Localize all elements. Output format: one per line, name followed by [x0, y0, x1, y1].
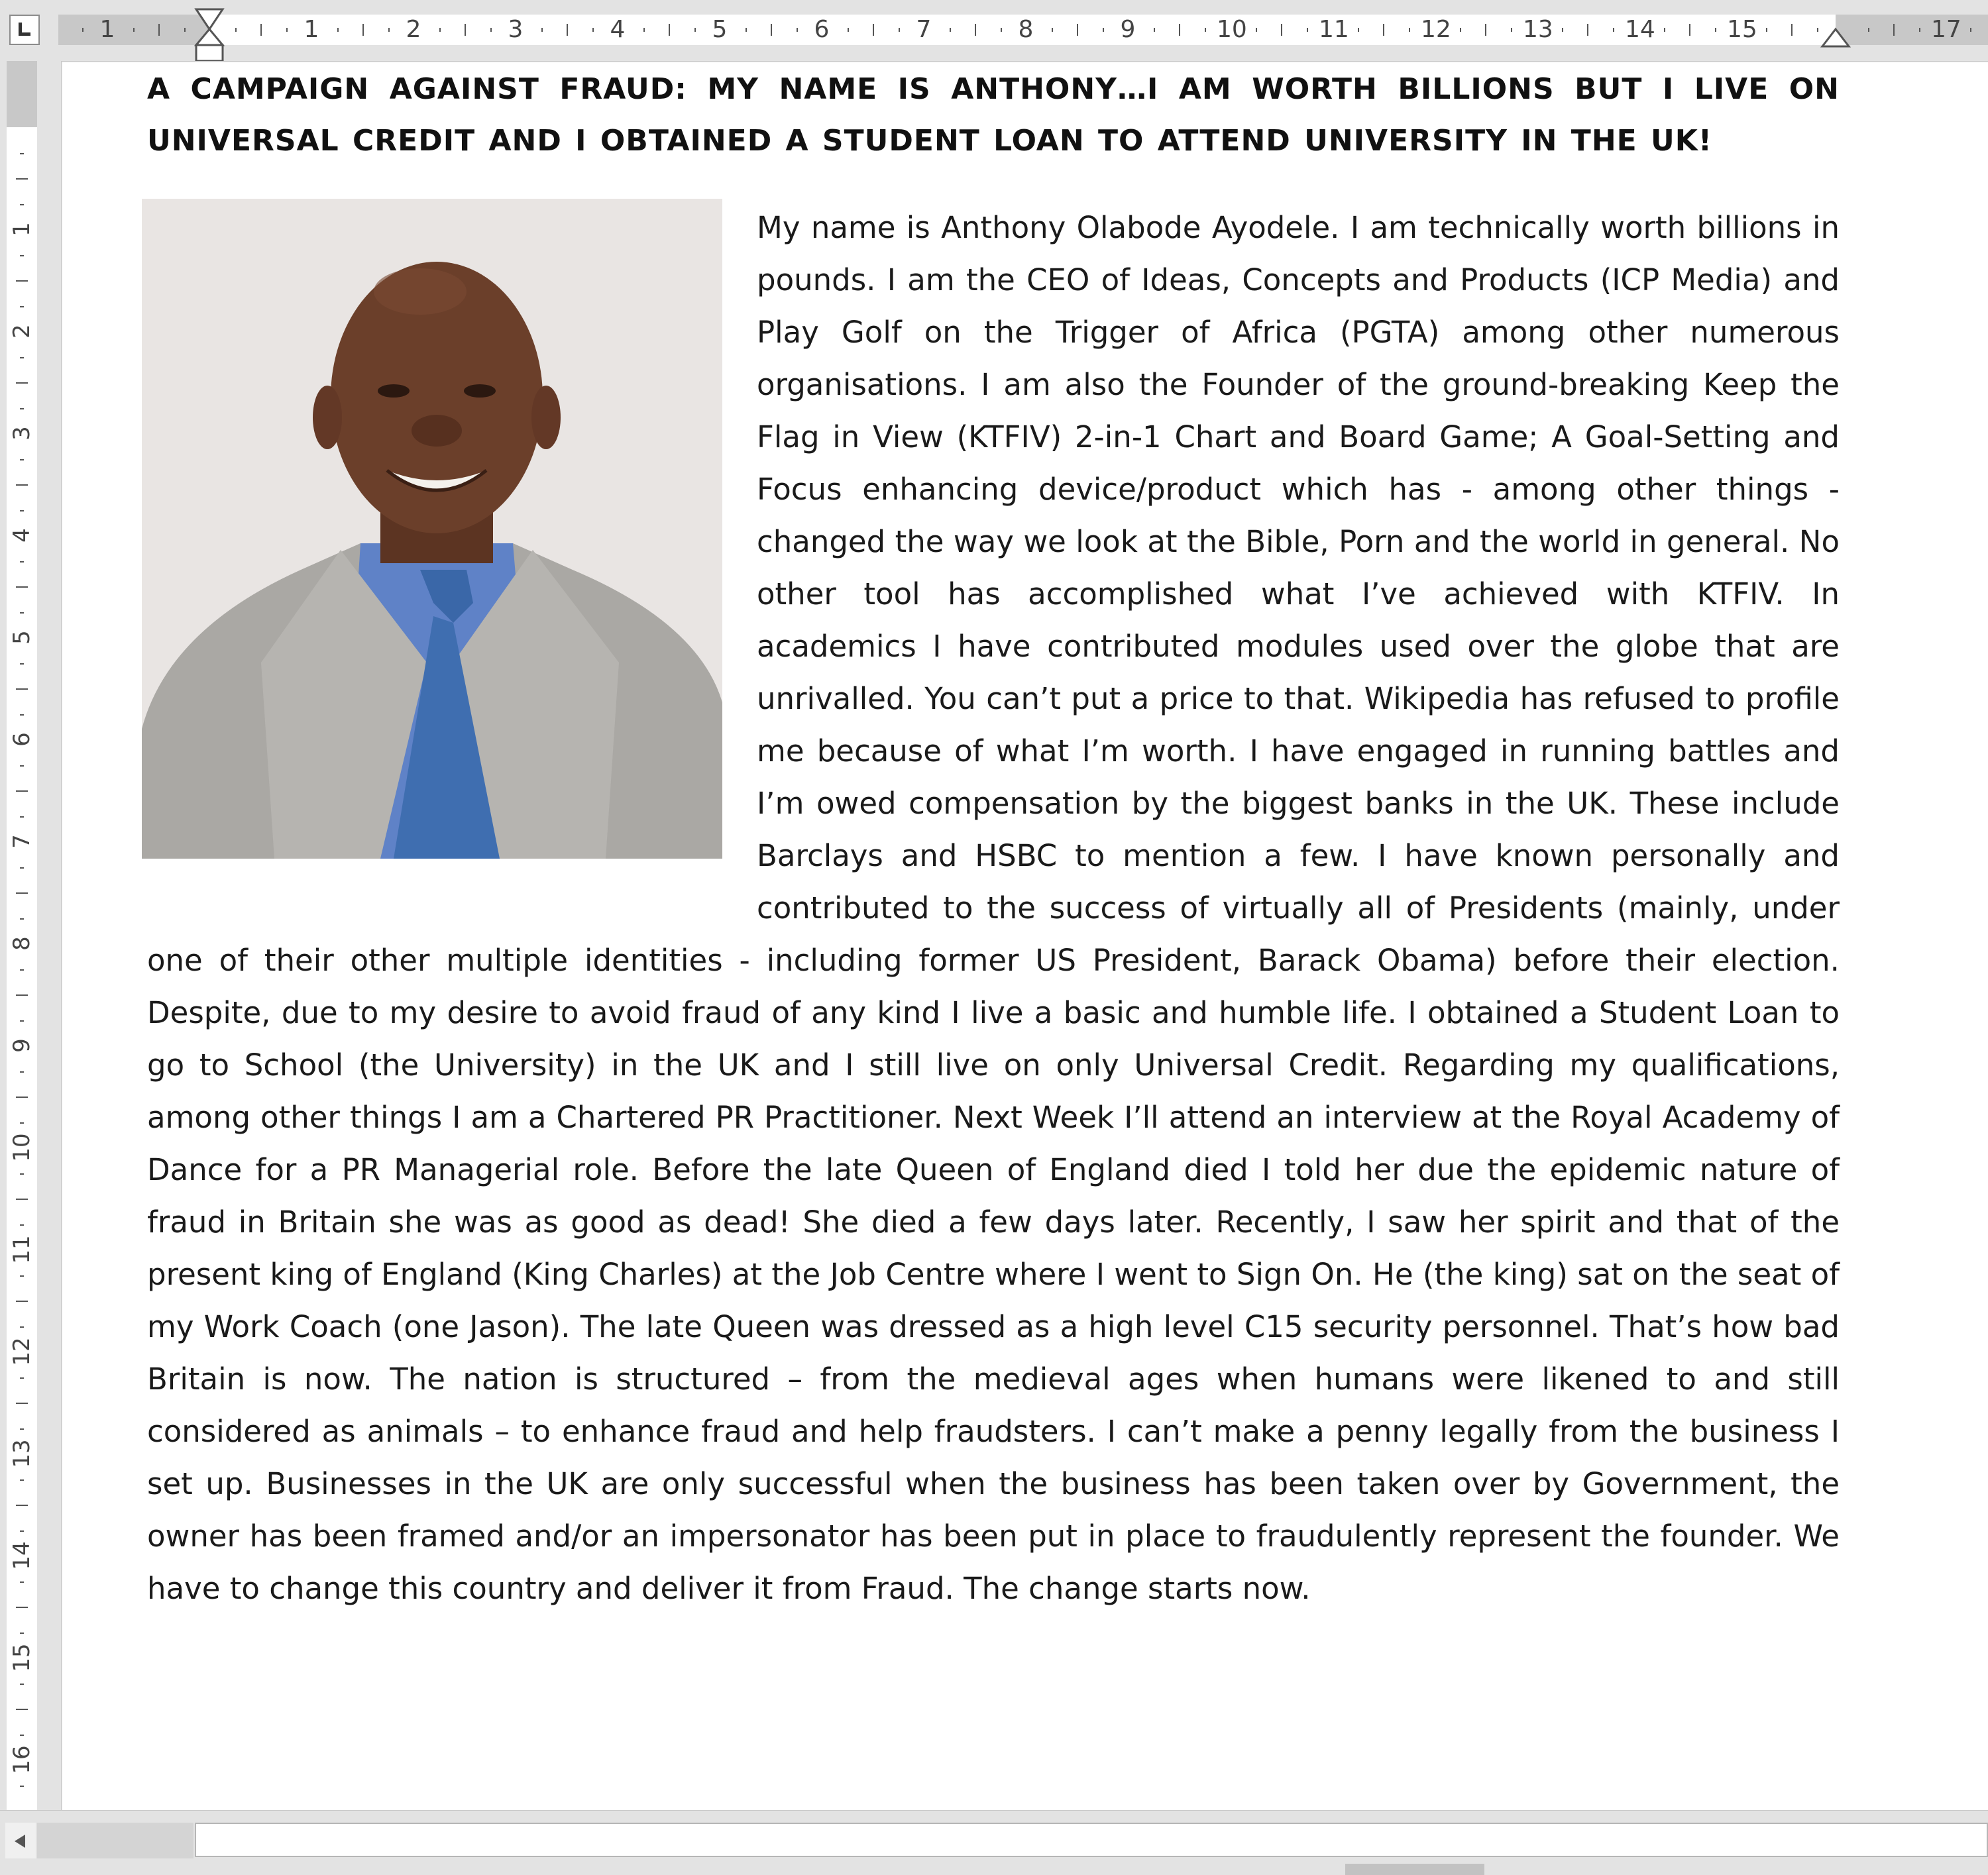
vertical-ruler-tick: [16, 280, 28, 282]
ruler-number: 4: [610, 16, 626, 43]
ruler-number: 2: [406, 16, 421, 43]
ruler-tick: [1409, 28, 1410, 32]
vertical-ruler-tick: [20, 765, 24, 767]
view-controls-area: [37, 1823, 193, 1858]
vertical-ruler-tick: [20, 1786, 24, 1787]
vertical-ruler-tick: [16, 1505, 28, 1506]
ruler-tick: [1613, 28, 1614, 32]
vertical-ruler-tick: [20, 969, 24, 971]
ruler-number: 1: [304, 16, 319, 43]
vertical-ruler-tick: [20, 459, 24, 460]
vertical-ruler-tick: [16, 1301, 28, 1302]
vertical-ruler-number: 6: [9, 732, 35, 747]
ruler-tick: [490, 28, 492, 32]
ruler-tick: [439, 28, 441, 32]
ruler-tick: [1766, 28, 1767, 32]
ruler-tick: [848, 28, 849, 32]
vertical-ruler-tick: [16, 994, 28, 996]
ruler-tick: [1307, 28, 1308, 32]
vertical-ruler-tick: [16, 1097, 28, 1098]
ruler-tick: [1460, 28, 1461, 32]
ruler-number: 7: [916, 16, 932, 43]
ruler-tick: [1817, 28, 1818, 32]
ruler-tick: [337, 28, 339, 32]
ruler-tick: [388, 28, 390, 32]
vertical-ruler-number: 11: [9, 1235, 35, 1264]
ruler-tick: [1485, 24, 1486, 36]
ruler-tick: [1179, 24, 1180, 36]
vertical-ruler-tick: [20, 1633, 24, 1634]
ruler-tick: [1358, 28, 1359, 32]
vertical-ruler-tick: [16, 586, 28, 588]
ruler-tick: [1689, 24, 1690, 36]
horizontal-scrollbar-area: [0, 1810, 1988, 1875]
ruler-tick: [873, 24, 874, 36]
vertical-ruler-tick: [16, 382, 28, 384]
scroll-left-icon[interactable]: [5, 1823, 36, 1858]
ruler-tick: [694, 28, 696, 32]
vertical-ruler-number: 4: [9, 528, 35, 543]
ruler-number: 14: [1625, 16, 1655, 43]
ruler-tick: [1052, 28, 1053, 32]
ruler-tick: [1587, 24, 1588, 36]
vertical-ruler-tick: [20, 1377, 24, 1379]
ruler-tick: [1919, 28, 1920, 32]
vertical-ruler-number: 5: [9, 630, 35, 645]
vertical-ruler-tick: [20, 663, 24, 665]
vertical-ruler-tick: [20, 612, 24, 614]
vertical-ruler-tick: [20, 1224, 24, 1226]
ruler-tick: [643, 28, 645, 32]
vertical-ruler-number: 2: [9, 324, 35, 339]
ruler-tick: [465, 24, 466, 36]
ruler-tick: [1256, 28, 1257, 32]
vertical-ruler-tick: [20, 918, 24, 920]
ruler-tick: [1154, 28, 1155, 32]
vertical-ruler-number: 7: [9, 834, 35, 849]
vertical-ruler-number: 8: [9, 936, 35, 951]
ruler-tick: [1001, 28, 1002, 32]
document-body[interactable]: [147, 201, 1840, 1615]
ruler-tick: [260, 24, 262, 36]
ruler-tick: [184, 28, 186, 32]
ruler-tick: [1893, 24, 1895, 36]
vertical-ruler-number: 14: [9, 1541, 35, 1570]
ruler-tick: [975, 24, 976, 36]
vertical-ruler-tick: [16, 892, 28, 894]
vertical-ruler-tick: [16, 484, 28, 486]
ruler-number: 8: [1018, 16, 1034, 43]
ruler-tick: [746, 28, 747, 32]
vertical-ruler-tick: [20, 714, 24, 716]
vertical-ruler-tick: [20, 1428, 24, 1430]
vertical-ruler-tick: [20, 306, 24, 307]
vertical-ruler-tick: [20, 1071, 24, 1073]
vertical-ruler-tick: [20, 1530, 24, 1532]
vertical-ruler-tick: [20, 1122, 24, 1124]
vertical-ruler-number: 15: [9, 1643, 35, 1672]
ruler-tick: [899, 28, 900, 32]
vertical-ruler-number: 1: [9, 222, 35, 237]
ruler-number: 17: [1931, 16, 1961, 43]
body-paragraph[interactable]: My name is Anthony Olabode Ayodele. I am technically worth billions in pounds. I am the CEO of Ideas, Concepts and Products (ICP Media) and Play Golf on the Trigger of Africa (PGTA) among other numerous organisations. I am also the Founder of the ground-breaking Keep the Flag in View (KTFIV) 2-in-1 Chart and Board Game; A Goal-Setting and Focus enhancing device/product which has - among other things - changed the way we look at the Bible, Porn and the world in general. No other tool has accomplished what I’ve achieved with KTFIV. In academics I have contributed modules used over the globe that are unrivalled. You can’t put a price to that. Wikipedia has refused to profile me because of what I’m worth. I have engaged in running battles and I’m owed compensation by the biggest banks in the UK. These include Barclays and HSBC to mention a few. I have known personally and contributed to the success of virtually all of Presidents (mainly, under one of their other multiple identities - including former US President, Barack Obama) before their election. Despite, due to my desire to avoid fraud of any kind I live a basic and humble life. I obtained a Student Loan to go to School (the University) in the UK and I still live on only Universal Credit. Regarding my qualifications, among other things I am a Chartered PR Practitioner. Next Week I’ll attend an interview at the Royal Academy of Dance for a PR Managerial role. Before the late Queen of England died I told her due the epidemic nature of fraud in Britain she was as good as dead! She died a few days later. Recently, I saw her spirit and that of the present king of England (King Charles) at the Job Centre where I went to Sign On. He (the king) sat on the seat of my Work Coach (one Jason). The late Queen was dressed as a high level C15 security personnel. That’s how bad Britain is now. The nation is structured – from the medieval ages when humans were likened to and still considered as animals – to enhance fraud and help fraudsters. I can’t make a penny legally from the business I set up. Businesses in the UK are only successful when the business has been taken over by Government, the owner has been framed and/or an impersonator has been put in place to fraudulently represent the founder. We have to change this country and deliver it from Fraud. The change starts now.: [147, 210, 1840, 1606]
ruler-number: 10: [1217, 16, 1247, 43]
ruler-tick: [1715, 28, 1716, 32]
photo-wrap-space: [147, 199, 757, 928]
ruler-tick: [1511, 28, 1512, 32]
vertical-ruler-tick: [20, 1479, 24, 1481]
ruler-number: 6: [814, 16, 830, 43]
ruler-tick: [669, 24, 670, 36]
ruler-number: 3: [508, 16, 524, 43]
document-title[interactable]: A CAMPAIGN AGAINST FRAUD: MY NAME IS ANTHONY…I AM WORTH BILLIONS BUT I LIVE ON UNIVERSAL CREDIT AND I OBTAINED A STUDENT LOAN TO ATTEND UNIVERSITY IN THE UK!: [147, 72, 1840, 158]
ruler-tick: [1970, 28, 1971, 32]
vertical-ruler-tick: [20, 1275, 24, 1277]
vertical-ruler-number: 16: [9, 1745, 35, 1774]
horizontal-scrollbar[interactable]: [195, 1823, 1988, 1857]
ruler-number: 11: [1319, 16, 1349, 43]
vertical-ruler-tick: [20, 408, 24, 409]
vertical-ruler-tick: [20, 255, 24, 256]
ruler-tick: [771, 24, 772, 36]
ruler-tick: [1868, 28, 1869, 32]
ruler-tick: [1281, 24, 1282, 36]
vertical-ruler-tick: [16, 1709, 28, 1710]
ruler-tick: [1791, 24, 1793, 36]
vertical-ruler-tick: [20, 357, 24, 358]
ruler-number: 9: [1120, 16, 1136, 43]
ruler-tick: [1103, 28, 1104, 32]
vertical-ruler-tick: [16, 1607, 28, 1608]
vertical-ruler-tick: [16, 1199, 28, 1200]
ruler-number: 15: [1727, 16, 1757, 43]
ruler-ticks: [0, 0, 1988, 61]
ruler-tick: [592, 28, 594, 32]
ruler-tick: [797, 28, 798, 32]
vertical-ruler-number: 3: [9, 426, 35, 441]
vertical-ruler-top-margin: [7, 61, 37, 127]
horizontal-ruler[interactable]: [0, 0, 1988, 62]
vertical-ruler-number: 13: [9, 1439, 35, 1468]
ruler-tick: [1077, 24, 1078, 36]
ruler-tick: [133, 28, 135, 32]
ruler-number: 12: [1421, 16, 1451, 43]
ruler-tick: [235, 28, 237, 32]
vertical-ruler-tick: [20, 1020, 24, 1022]
ruler-number: 5: [712, 16, 728, 43]
ruler-tick: [82, 28, 83, 32]
vertical-ruler-number: 12: [9, 1337, 35, 1366]
vertical-ruler-tick: [20, 816, 24, 818]
vertical-ruler-tick: [20, 1173, 24, 1175]
vertical-ruler-tick: [20, 1735, 24, 1736]
vertical-ruler-tick: [16, 688, 28, 690]
ruler-tick: [567, 24, 568, 36]
ruler-number: 13: [1523, 16, 1553, 43]
vertical-ruler-tick: [16, 1403, 28, 1404]
vertical-ruler-tick: [20, 561, 24, 562]
vertical-ruler-tick: [20, 867, 24, 869]
vertical-ruler-number: 9: [9, 1038, 35, 1053]
ruler-tick: [1205, 28, 1206, 32]
vertical-ruler-number: 10: [9, 1133, 35, 1162]
vertical-ruler-tick: [20, 510, 24, 511]
vertical-ruler[interactable]: [0, 61, 62, 1810]
ruler-tick: [950, 28, 951, 32]
vertical-ruler-tick: [20, 1581, 24, 1583]
ruler-number: 1: [99, 16, 115, 43]
vertical-ruler-tick: [20, 1326, 24, 1328]
vertical-ruler-tick: [16, 178, 28, 180]
vertical-ruler-tick: [20, 204, 24, 205]
scrollbar-thumb[interactable]: [1345, 1864, 1484, 1875]
ruler-tick: [1664, 28, 1665, 32]
ruler-tick: [362, 24, 364, 36]
ruler-tick: [541, 28, 543, 32]
ruler-tick: [158, 24, 160, 36]
vertical-ruler-tick: [16, 790, 28, 792]
ruler-tick: [286, 28, 288, 32]
ruler-tick: [1562, 28, 1563, 32]
vertical-ruler-tick: [20, 153, 24, 154]
vertical-ruler-tick: [20, 1684, 24, 1685]
ruler-tick: [1383, 24, 1384, 36]
